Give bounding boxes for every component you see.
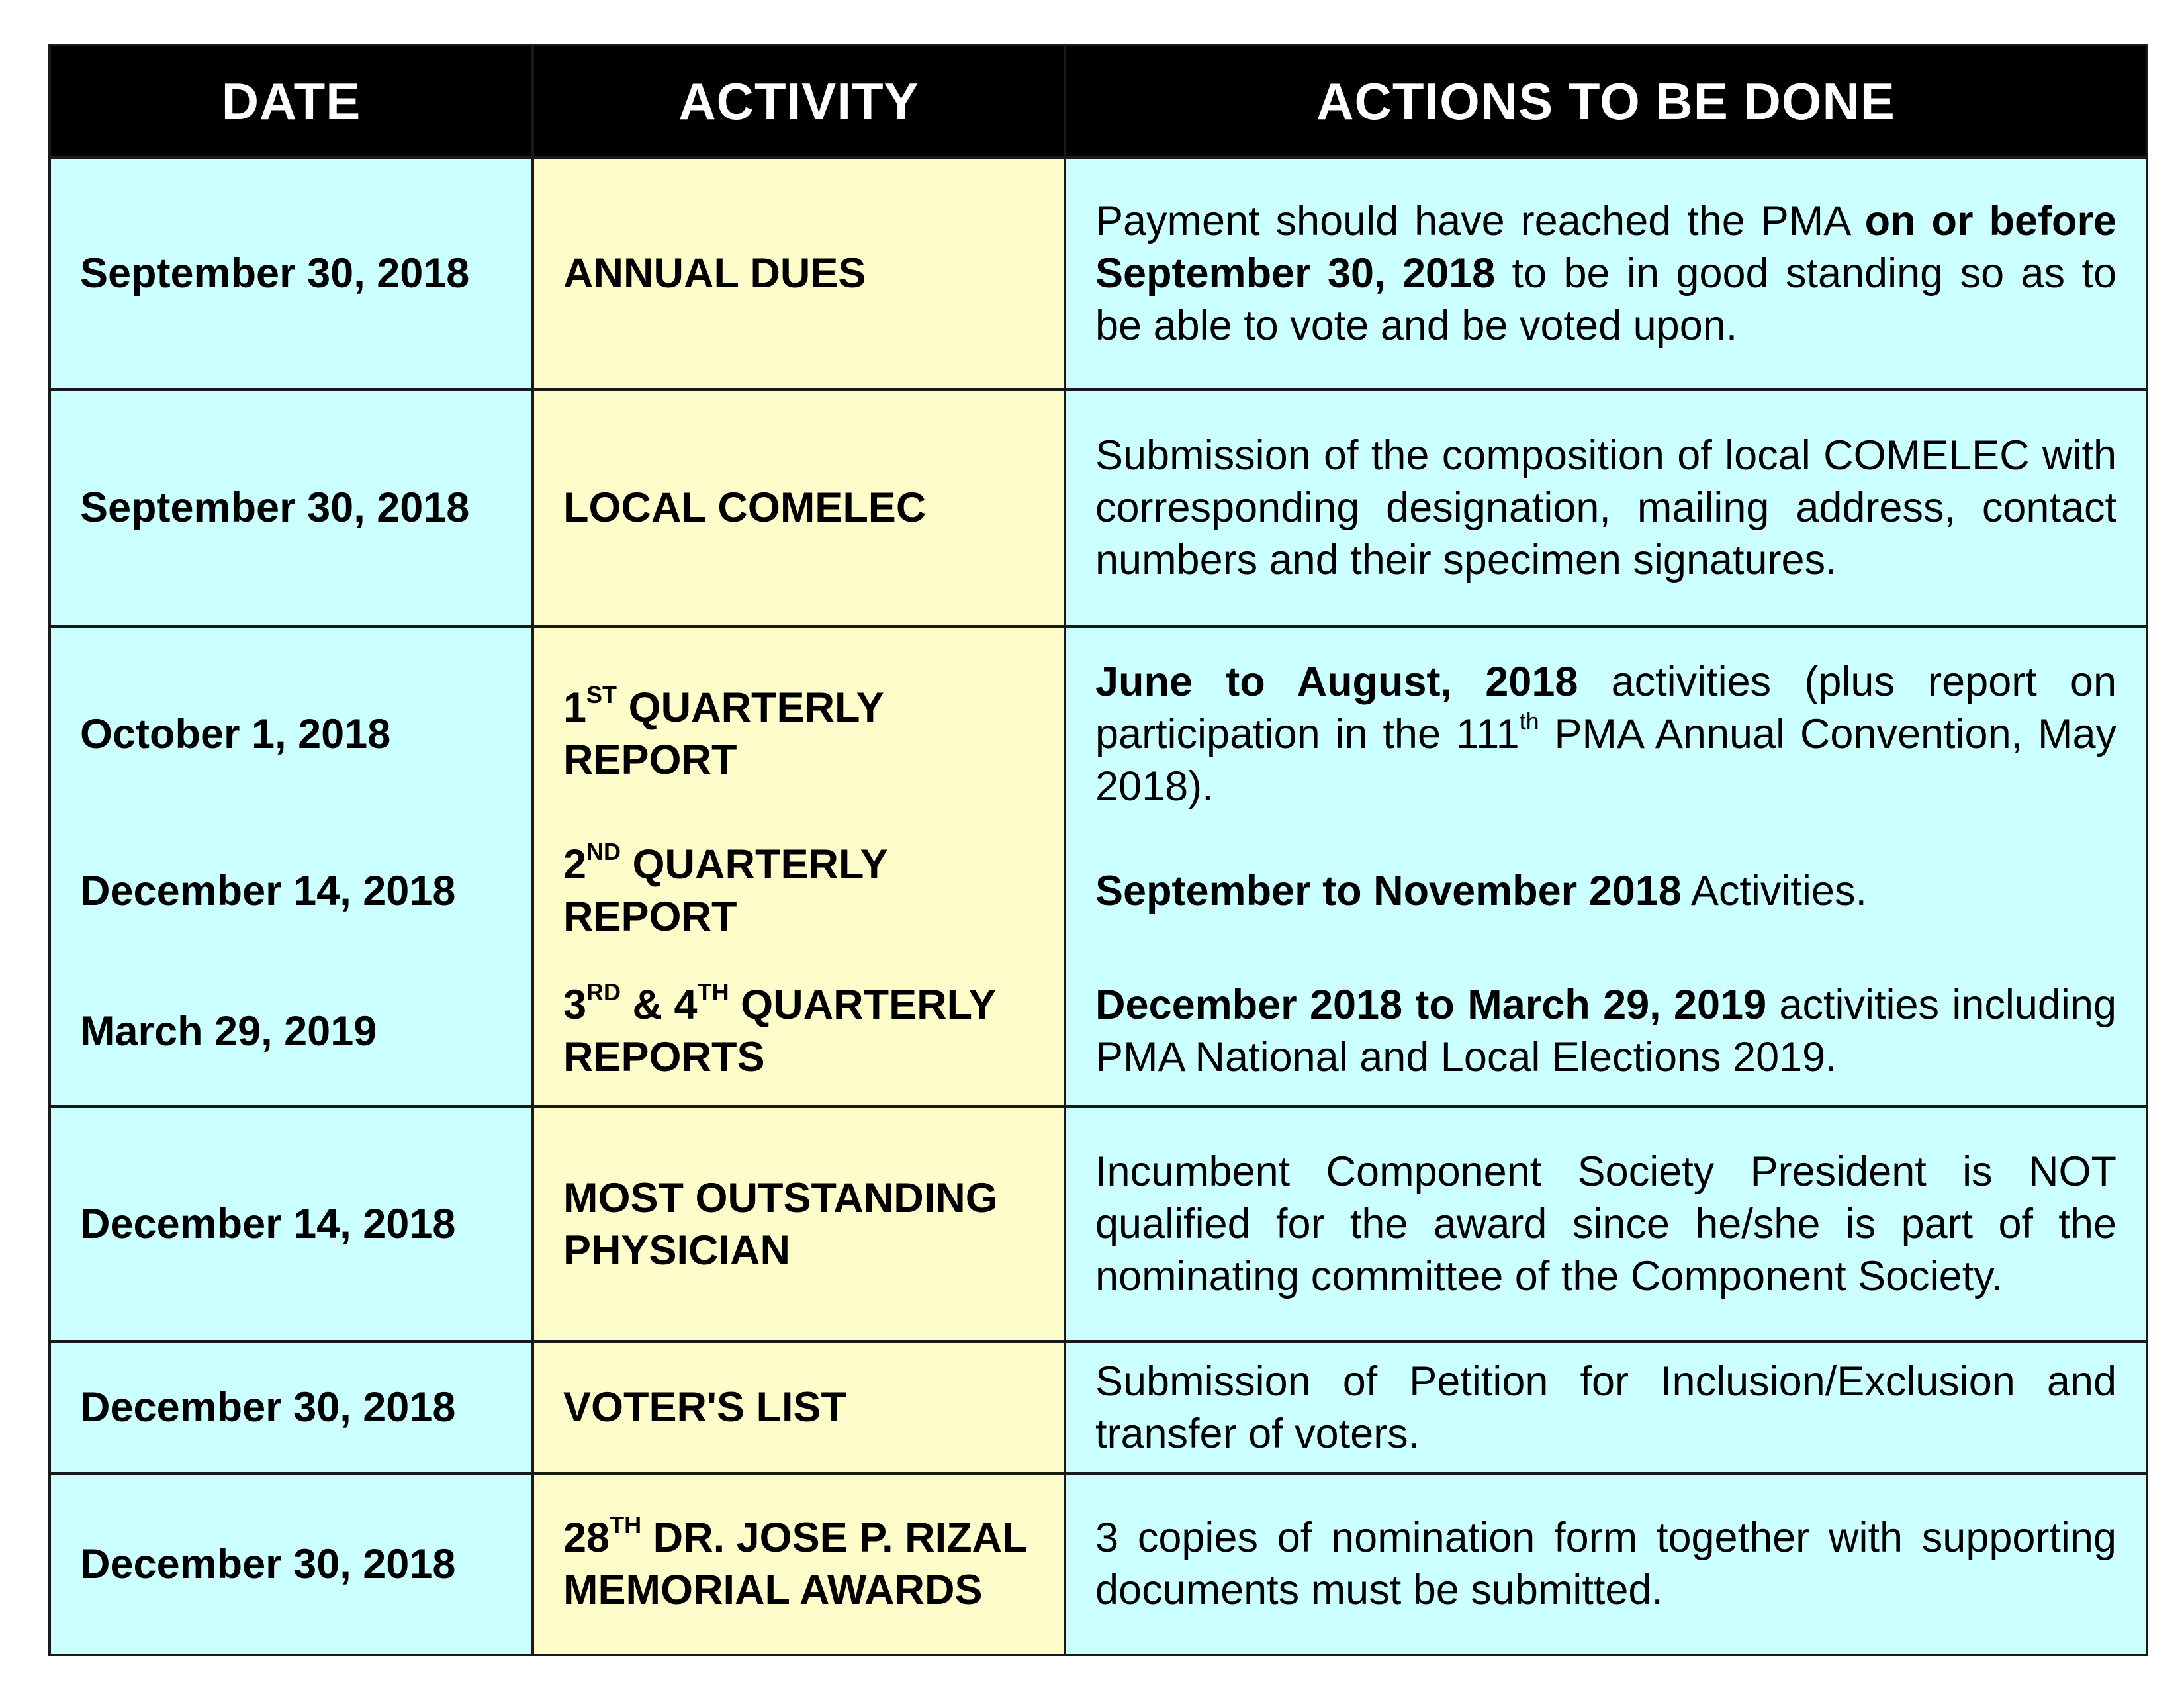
activity-cell: VOTER'S LIST <box>533 1342 1065 1474</box>
table-row <box>50 1342 2147 1474</box>
date-q1: October 1, 2018 <box>80 710 391 757</box>
action-text: Submission of the composition of local COMELEC with corresponding designation, mailing address, contact numbers and their specimen signatures. <box>1095 432 2116 583</box>
header-date: DATE <box>50 45 533 158</box>
table-row <box>50 158 2147 389</box>
header-row <box>50 45 2147 158</box>
table-row <box>50 1474 2147 1655</box>
table-row <box>50 389 2147 626</box>
action-q34: December 2018 to March 29, 2019 activities including PMA National and Local Elections 2019. <box>1095 982 2116 1080</box>
table-row-quarterly <box>50 626 2147 1107</box>
date-q34: March 29, 2019 <box>80 1008 377 1055</box>
header-activity: ACTIVITY <box>533 45 1065 158</box>
date-q2: December 14, 2018 <box>80 867 456 914</box>
action-cell <box>1065 1107 2147 1342</box>
action-cell <box>1065 1474 2147 1655</box>
activity-cell <box>533 626 1065 1107</box>
activity-q34: 3RD & 4TH QUARTERLY REPORTS <box>563 978 996 1080</box>
activity-cell: ANNUAL DUES <box>533 158 1065 389</box>
header-actions: ACTIONS TO BE DONE <box>1065 45 2147 158</box>
activity-q2: 2ND QUARTERLY REPORT <box>563 838 887 940</box>
action-text: Submission of Petition for Inclusion/Exclusion and transfer of voters. <box>1095 1358 2116 1457</box>
date-cell: September 30, 2018 <box>50 158 533 389</box>
activity-cell: 28TH DR. JOSE P. RIZAL MEMORIAL AWARDS <box>533 1474 1065 1655</box>
action-cell <box>1065 389 2147 626</box>
schedule-table <box>48 44 2148 1656</box>
activity-cell: LOCAL COMELEC <box>533 389 1065 626</box>
table-row <box>50 1107 2147 1342</box>
action-text: Incumbent Component Society President is NOT qualified for the award since he/she is part of the nominating committee of the Component Society. <box>1095 1149 2116 1299</box>
action-text: Payment should have reached the PMA on or before September 30, 2018 to be in good standing so as to be able to vote and be voted upon. <box>1095 197 2117 349</box>
date-cell: December 30, 2018 <box>50 1474 533 1655</box>
date-cell <box>50 626 533 1107</box>
activity-q1: 1ST QUARTERLY REPORT <box>563 681 884 783</box>
action-text: 3 copies of nomination form together with supporting documents must be submitted. <box>1095 1515 2116 1613</box>
action-q2: September to November 2018 Activities. <box>1095 867 1867 914</box>
action-q1: June to August, 2018 activities (plus report on participation in the 111th PMA Annual Convention, May 2018). <box>1095 658 2116 810</box>
date-cell: December 30, 2018 <box>50 1342 533 1474</box>
action-cell <box>1065 626 2147 1107</box>
action-cell <box>1065 1342 2147 1474</box>
date-cell: September 30, 2018 <box>50 389 533 626</box>
action-cell <box>1065 158 2147 389</box>
activity-cell: MOST OUTSTANDING PHYSICIAN <box>533 1107 1065 1342</box>
date-cell: December 14, 2018 <box>50 1107 533 1342</box>
